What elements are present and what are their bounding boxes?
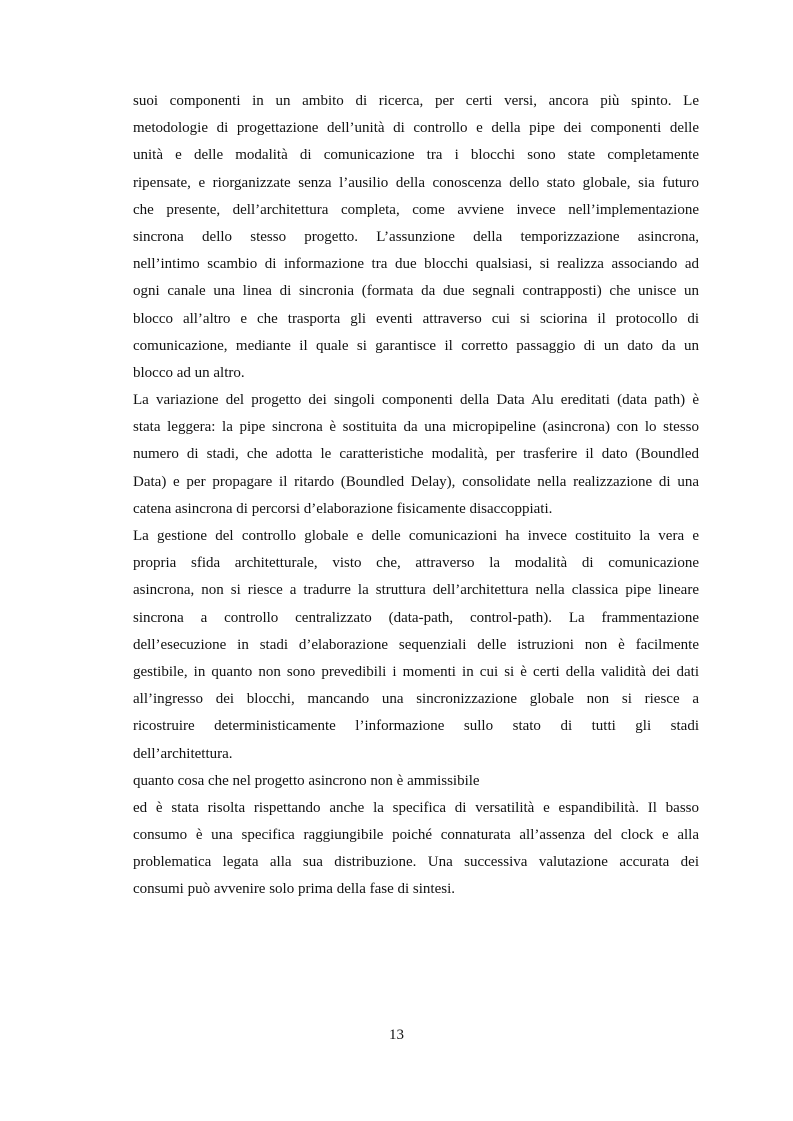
text-line: propria sfida architetturale, visto che, attraverso la modalità di comunicazione — [133, 555, 699, 572]
text-line: all’ingresso dei blocchi, mancando una sincronizzazione globale non si riesce a — [133, 691, 699, 708]
text-line: che presente, dell’architettura completa, come avviene invece nell’implementazione — [133, 201, 699, 218]
text-line: ed è stata risolta rispettando anche la specifica di versatilità e espandibilità. Il basso — [133, 799, 699, 816]
text-line: ogni canale una linea di sincronia (formata da due segnali contrapposti) che unisce un — [133, 283, 699, 300]
text-line: consumi può avvenire solo prima della fase di sintesi. — [133, 881, 456, 898]
text-line: sincrona dello stesso progetto. L’assunzione della temporizzazione asincrona, — [133, 228, 699, 245]
text-line: ripensate, e riorganizzate senza l’ausilio della conoscenza dello stato globale, sia futuro — [133, 174, 699, 191]
text-line: asincrona, non si riesce a tradurre la struttura dell’architettura nella classica pipe lineare — [133, 582, 699, 599]
text-line: blocco all’altro e che trasporta gli eventi attraverso cui si sciorina il protocollo di — [133, 310, 699, 327]
text-line: ricostruire deterministicamente l’informazione sullo stato di tutti gli stadi — [133, 718, 699, 735]
text-line: Data) e per propagare il ritardo (Boundled Delay), consolidate nella realizzazione di una — [133, 473, 699, 490]
text-line: blocco ad un altro. — [133, 364, 245, 381]
text-line: catena asincrona di percorsi d’elaborazione fisicamente disaccoppiati. — [133, 500, 553, 517]
text-line: suoi componenti in un ambito di ricerca, per certi versi, ancora più spinto. Le — [133, 93, 699, 109]
text-line: consumo è una specifica raggiungibile poiché connaturata all’assenza del clock e alla — [133, 827, 699, 844]
text-line: metodologie di progettazione dell’unità di controllo e della pipe dei componenti delle — [133, 120, 699, 137]
text-line: unità e delle modalità di comunicazione tra i blocchi sono state completamente — [133, 147, 699, 164]
text-line: stata leggera: la pipe sincrona è sostituita da una micropipeline (asincrona) con lo stesso — [133, 419, 699, 436]
text-line: dell’esecuzione in stadi d’elaborazione sequenziali delle istruzioni non è facilmente — [133, 636, 699, 653]
page-number: 13 — [389, 1027, 404, 1043]
text-line: La variazione del progetto dei singoli componenti della Data Alu ereditati (data path) è — [133, 392, 699, 409]
text-line: gestibile, in quanto non sono prevedibili i momenti in cui si è certi della validità dei dati — [133, 663, 699, 680]
text-line: nell’intimo scambio di informazione tra due blocchi qualsiasi, si realizza associando ad — [133, 256, 699, 273]
text-line: comunicazione, mediante il quale si garantisce il corretto passaggio di un dato da un — [133, 337, 699, 354]
text-line: dell’architettura. — [133, 745, 233, 762]
text-line: La gestione del controllo globale e delle comunicazioni ha invece costituito la vera e — [133, 528, 699, 544]
body-text — [133, 88, 699, 904]
text-line: problematica legata alla sua distribuzione. Una successiva valutazione accurata dei — [133, 854, 699, 871]
text-line: numero di stadi, che adotta le caratteristiche modalità, per trasferire il dato (Boundled — [133, 446, 699, 463]
text-line: sincrona a controllo centralizzato (data-path, control-path). La frammentazione — [133, 609, 699, 626]
text-line: quanto cosa che nel progetto asincrono non è ammissibile — [133, 772, 480, 789]
